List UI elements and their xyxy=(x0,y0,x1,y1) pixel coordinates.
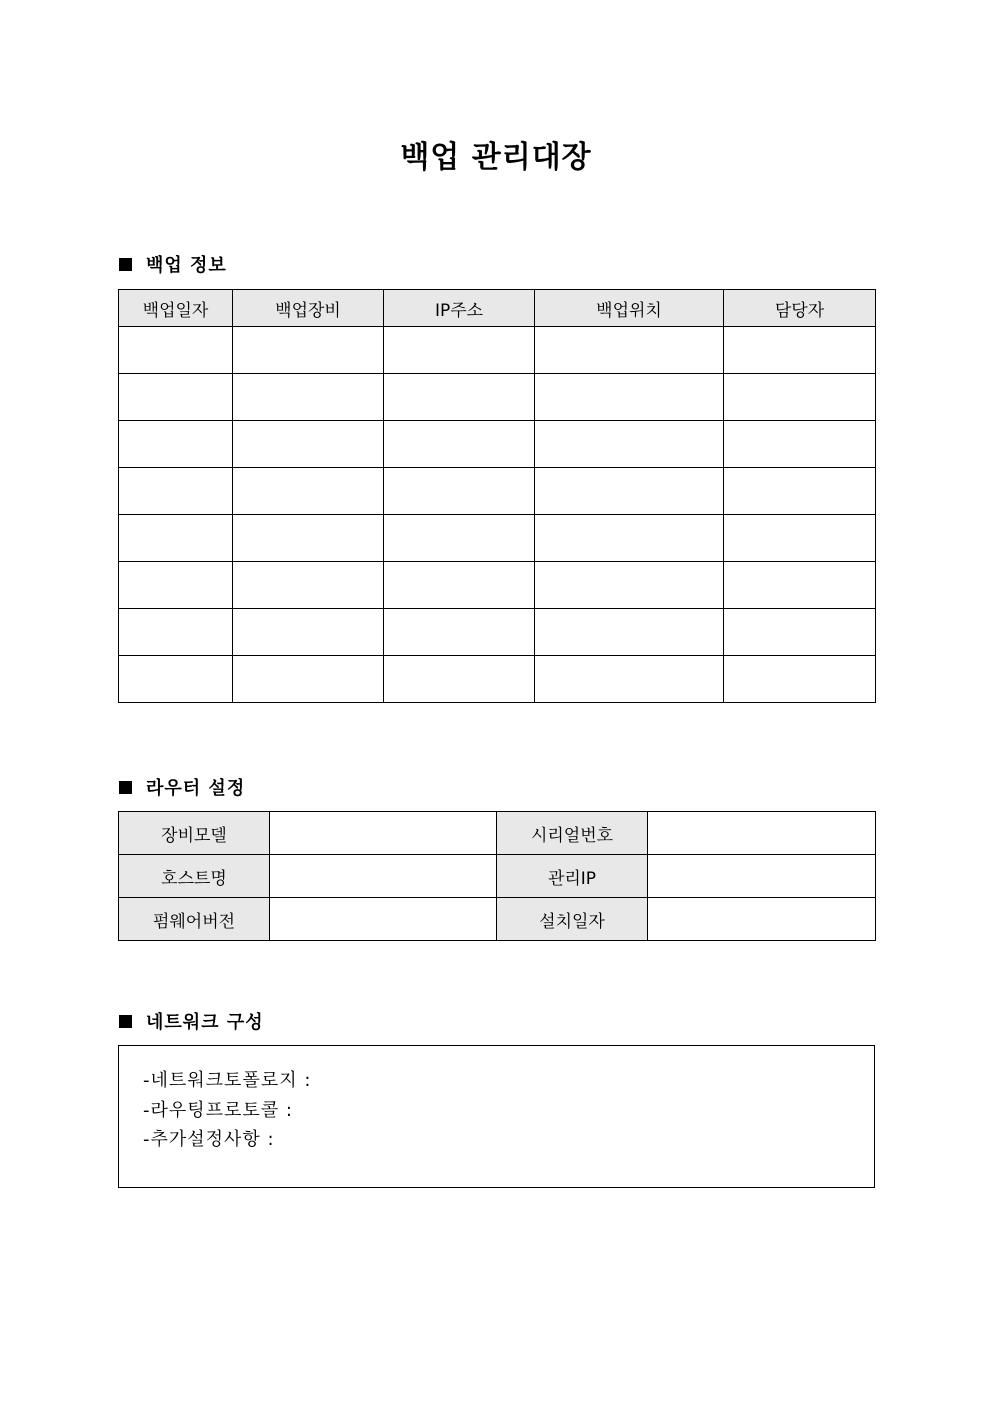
table-cell[interactable] xyxy=(233,374,384,421)
table-row xyxy=(119,515,876,562)
section-heading-backup-info xyxy=(119,252,227,276)
backup-info-table xyxy=(118,289,876,703)
square-bullet-icon xyxy=(119,258,132,271)
table-row xyxy=(119,656,876,703)
table-cell[interactable] xyxy=(384,656,535,703)
network-config-box[interactable] xyxy=(118,1045,875,1188)
section-label: 백업 정보 xyxy=(146,255,227,276)
field-label: 시리얼번호 xyxy=(497,812,648,855)
table-cell[interactable] xyxy=(724,656,876,703)
table-cell[interactable] xyxy=(724,609,876,656)
field-label: 관리IP xyxy=(497,855,648,898)
field-label: 호스트명 xyxy=(119,855,270,898)
section-label: 네트워크 구성 xyxy=(146,1012,264,1033)
table-cell[interactable] xyxy=(233,515,384,562)
table-cell[interactable] xyxy=(384,374,535,421)
table-cell[interactable] xyxy=(724,421,876,468)
additional-settings-line: -추가설정사항 : xyxy=(143,1129,275,1150)
table-row xyxy=(119,812,876,855)
table-row xyxy=(119,374,876,421)
field-value[interactable] xyxy=(648,855,876,898)
table-cell[interactable] xyxy=(724,468,876,515)
network-topology-line: -네트워크토폴로지 : xyxy=(143,1070,312,1091)
table-cell[interactable] xyxy=(724,562,876,609)
table-cell[interactable] xyxy=(119,656,233,703)
table-cell[interactable] xyxy=(233,421,384,468)
table-cell[interactable] xyxy=(535,562,724,609)
table-row xyxy=(119,327,876,374)
section-heading-network xyxy=(119,1009,264,1033)
column-header: IP주소 xyxy=(384,290,535,327)
router-settings-table xyxy=(118,811,876,941)
table-cell[interactable] xyxy=(384,327,535,374)
field-label: 장비모델 xyxy=(119,812,270,855)
field-value[interactable] xyxy=(270,898,497,941)
column-header: 담당자 xyxy=(724,290,876,327)
table-cell[interactable] xyxy=(233,562,384,609)
table-cell[interactable] xyxy=(384,421,535,468)
square-bullet-icon xyxy=(119,781,132,794)
table-row xyxy=(119,421,876,468)
square-bullet-icon xyxy=(119,1015,132,1028)
table-cell[interactable] xyxy=(724,327,876,374)
table-cell[interactable] xyxy=(119,421,233,468)
table-cell[interactable] xyxy=(384,515,535,562)
section-label: 라우터 설정 xyxy=(146,778,246,799)
table-cell[interactable] xyxy=(233,609,384,656)
table-cell[interactable] xyxy=(535,421,724,468)
routing-protocol-line: -라우팅프로토콜 : xyxy=(143,1100,293,1121)
table-cell[interactable] xyxy=(119,327,233,374)
table-row xyxy=(119,609,876,656)
table-cell[interactable] xyxy=(384,562,535,609)
table-cell[interactable] xyxy=(724,374,876,421)
table-cell[interactable] xyxy=(233,468,384,515)
table-header-row xyxy=(119,290,876,327)
table-cell[interactable] xyxy=(384,609,535,656)
table-row xyxy=(119,855,876,898)
table-cell[interactable] xyxy=(384,468,535,515)
column-header: 백업위치 xyxy=(535,290,724,327)
column-header: 백업일자 xyxy=(119,290,233,327)
table-cell[interactable] xyxy=(535,515,724,562)
column-header: 백업장비 xyxy=(233,290,384,327)
table-cell[interactable] xyxy=(233,656,384,703)
table-row xyxy=(119,468,876,515)
field-value[interactable] xyxy=(270,812,497,855)
field-value[interactable] xyxy=(648,812,876,855)
section-heading-router xyxy=(119,775,245,799)
table-cell[interactable] xyxy=(535,609,724,656)
table-cell[interactable] xyxy=(724,515,876,562)
table-cell[interactable] xyxy=(119,374,233,421)
table-row xyxy=(119,562,876,609)
table-cell[interactable] xyxy=(119,515,233,562)
table-cell[interactable] xyxy=(119,468,233,515)
table-cell[interactable] xyxy=(535,656,724,703)
field-value[interactable] xyxy=(270,855,497,898)
table-cell[interactable] xyxy=(535,374,724,421)
table-cell[interactable] xyxy=(119,562,233,609)
field-label: 설치일자 xyxy=(497,898,648,941)
table-row xyxy=(119,898,876,941)
field-value[interactable] xyxy=(648,898,876,941)
table-cell[interactable] xyxy=(535,468,724,515)
table-cell[interactable] xyxy=(535,327,724,374)
table-cell[interactable] xyxy=(119,609,233,656)
document-title: 백업 관리대장 xyxy=(400,140,592,175)
table-cell[interactable] xyxy=(233,327,384,374)
field-label: 펌웨어버전 xyxy=(119,898,270,941)
